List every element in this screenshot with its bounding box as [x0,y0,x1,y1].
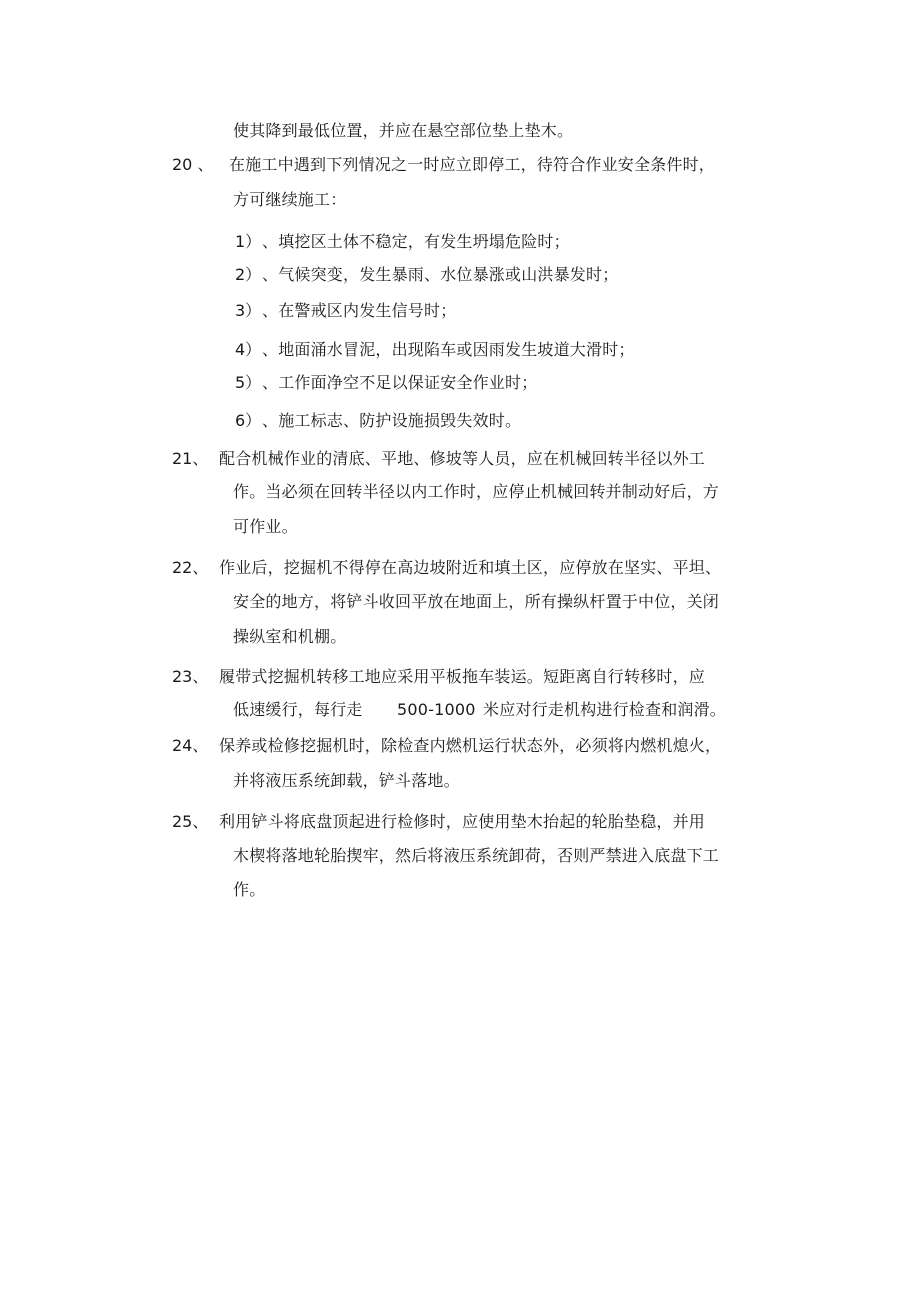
item-25-line1: 利用铲斗将底盘顶起进行检修时，应使用垫木抬起的轮胎垫稳，并用 [219,812,706,831]
item-22-line3: 操纵室和机棚。 [233,627,347,646]
subitem-text: 、工作面净空不足以保证安全作业时； [262,373,538,392]
item-23-line2a: 低速缓行，每行走 [233,700,363,719]
subitem-text: 、施工标志、防护设施损毁失效时。 [262,411,522,430]
item-23-number: 23、 [172,667,209,686]
item-24-line2: 并将液压系统卸载，铲斗落地。 [233,771,460,790]
item-20-line2: 方可继续施工： [233,190,347,209]
item-21-line3: 可作业。 [233,517,298,536]
item-23-line2c: 米应对行走机构进行检查和润滑。 [483,700,727,719]
subitem-number: 5） [235,373,262,392]
item-23-line2b: 500-1000 [397,700,476,719]
subitem-number: 3） [235,301,262,320]
item-22-line1: 作业后，挖掘机不得停在高边坡附近和填土区，应停放在坚实、平坦、 [219,558,722,577]
item-20-number: 20 、 [172,155,214,174]
continuation-line: 使其降到最低位置，并应在悬空部位垫上垫木。 [233,121,574,140]
subitem-text: 、填挖区土体不稳定，有发生坍塌危险时； [262,232,570,251]
item-25-line2: 木楔将落地轮胎揳牢，然后将液压系统卸荷，否则严禁进入底盘下工 [233,846,720,865]
item-21-line2: 作。当必须在回转半径以内工作时，应停止机械回转并制动好后，方 [233,482,720,501]
item-21-number: 21、 [172,449,209,468]
item-20-line1: 在施工中遇到下列情况之一时应立即停工，待符合作业安全条件时， [229,155,716,174]
item-25-line3: 作。 [233,880,266,899]
subitem-text: 、气候突变，发生暴雨、水位暴涨或山洪暴发时； [262,265,619,284]
subitem-text: 、在警戒区内发生信号时； [262,301,457,320]
item-22-number: 22、 [172,558,209,577]
subitem-number: 4） [235,340,262,359]
item-25-number: 25、 [172,812,209,831]
item-24-line1: 保养或检修挖掘机时，除检查内燃机运行状态外，必须将内燃机熄火， [219,736,722,755]
subitem-number: 2） [235,265,262,284]
subitem-number: 6） [235,411,262,430]
subitem-text: 、地面涌水冒泥，出现陷车或因雨发生坡道大滑时； [262,340,635,359]
item-21-line1: 配合机械作业的清底、平地、修坡等人员，应在机械回转半径以外工 [219,449,706,468]
subitem-number: 1） [235,232,262,251]
item-24-number: 24、 [172,736,209,755]
item-22-line2: 安全的地方，将铲斗收回平放在地面上，所有操纵杆置于中位，关闭 [233,592,720,611]
item-23-line1: 履带式挖掘机转移工地应采用平板拖车装运。短距离自行转移时，应 [219,667,706,686]
